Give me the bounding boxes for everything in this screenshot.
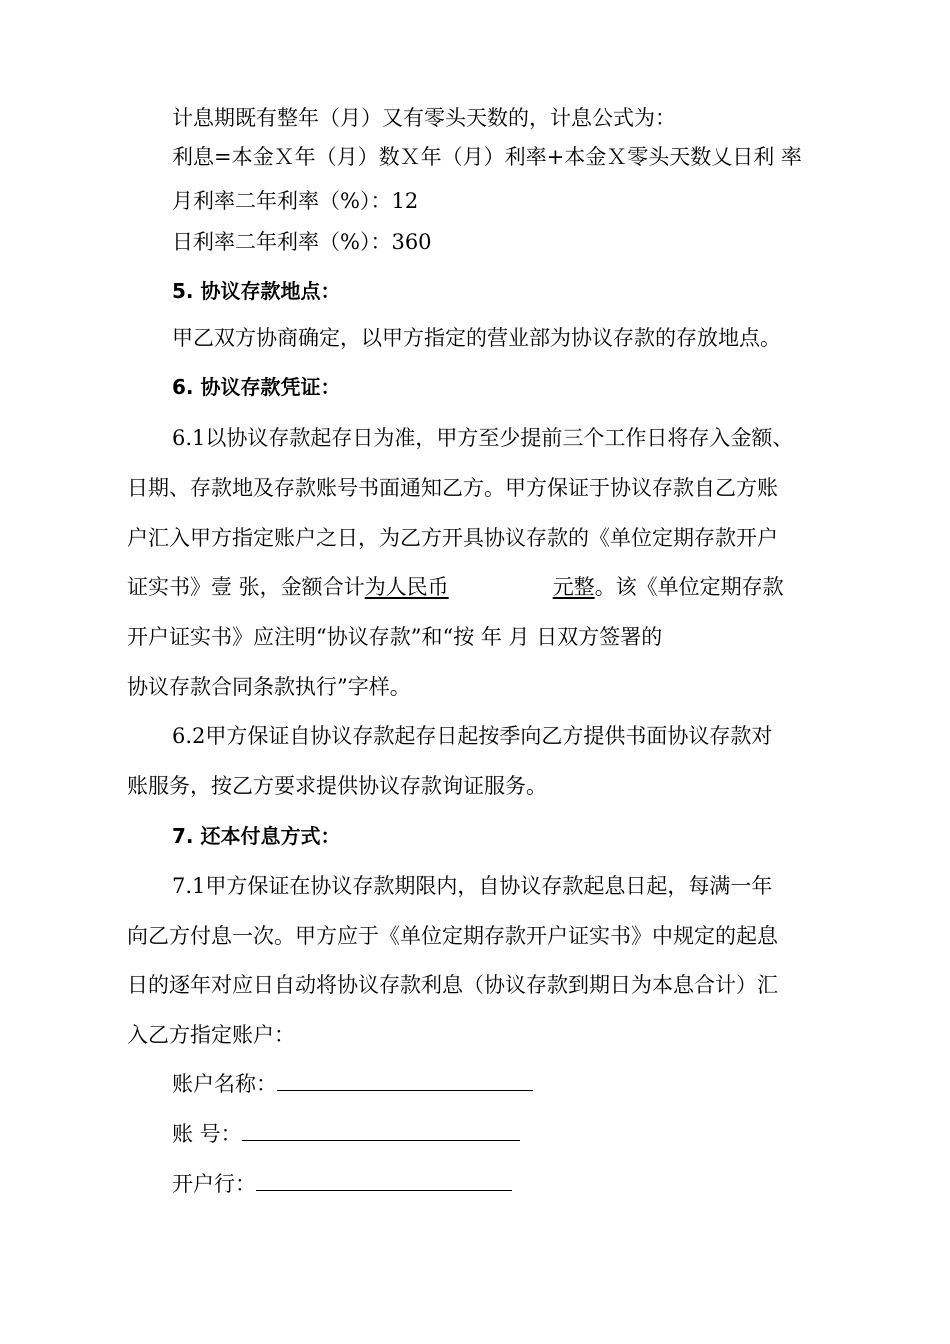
certificate-name-text: 。该《单位定期存款 xyxy=(594,575,784,599)
section-7-heading: 7. 还本付息方式： xyxy=(172,824,341,848)
section-6-1-line-6: 协议存款合同条款执行”字样。 xyxy=(127,675,411,699)
section-6-1-line-1: 6.1以协议存款起存日为准，甲方至少提前三个工作日将存入金额、 xyxy=(172,426,794,450)
section-7-1-line-3: 日的逐年对应日自动将协议存款利息（协议存款到期日为本息合计）汇 xyxy=(127,973,778,997)
account-name-blank xyxy=(277,1070,533,1091)
section-6-2-line-1: 6.2甲方保证自协议存款起存日起按季向乙方提供书面协议存款对 xyxy=(172,724,773,748)
section-7-1-line-4: 入乙方指定账户： xyxy=(127,1023,295,1047)
account-number-row xyxy=(172,1120,520,1148)
section-6-heading: 6. 协议存款凭证： xyxy=(172,375,341,399)
section-6-1-line-4 xyxy=(127,573,784,601)
bank-blank xyxy=(256,1170,512,1191)
account-name-row xyxy=(172,1070,533,1098)
section-6-1-line-5: 开户证实书》应注明“协议存款”和“按 年 月 日双方签署的 xyxy=(127,625,663,649)
bank-label: 开户行： xyxy=(172,1172,256,1196)
formula-intro: 计息期既有整年（月）又有零头天数的，计息公式为： xyxy=(172,106,676,130)
formula-interest: 利息=本金Ｘ年（月）数Ｘ年（月）利率+本金Ｘ零头天数乂日利 率 xyxy=(172,145,802,169)
formula-daily-rate: 日利率二年利率（%）：360 xyxy=(172,230,432,254)
section-6-2-line-2: 账服务，按乙方要求提供协议存款询证服务。 xyxy=(127,774,547,798)
section-7-1-line-2: 向乙方付息一次。甲方应于《单位定期存款开户证实书》中规定的起息 xyxy=(127,924,778,948)
section-6-1-line-3: 户汇入甲方指定账户之日，为乙方开具协议存款的《单位定期存款开户 xyxy=(127,526,778,550)
amount-currency: 为人民币 元整 xyxy=(364,575,595,599)
account-number-blank xyxy=(242,1120,520,1141)
account-number-label: 账 号： xyxy=(172,1122,242,1146)
section-7-1-line-1: 7.1甲方保证在协议存款期限内，自协议存款起息日起，每满一年 xyxy=(172,874,773,898)
section-5-heading: 5. 协议存款地点： xyxy=(172,279,341,303)
section-6-1-line-2: 日期、存款地及存款账号书面通知乙方。甲方保证于协议存款自乙方账 xyxy=(127,476,778,500)
account-name-label: 账户名称： xyxy=(172,1072,277,1096)
bank-row xyxy=(172,1170,512,1198)
formula-monthly-rate: 月利率二年利率（%）：12 xyxy=(172,189,419,213)
section-5-body: 甲乙双方协商确定，以甲方指定的营业部为协议存款的存放地点。 xyxy=(172,326,781,350)
certificate-count-text: 证实书》壹 张，金额合计 xyxy=(127,575,365,599)
